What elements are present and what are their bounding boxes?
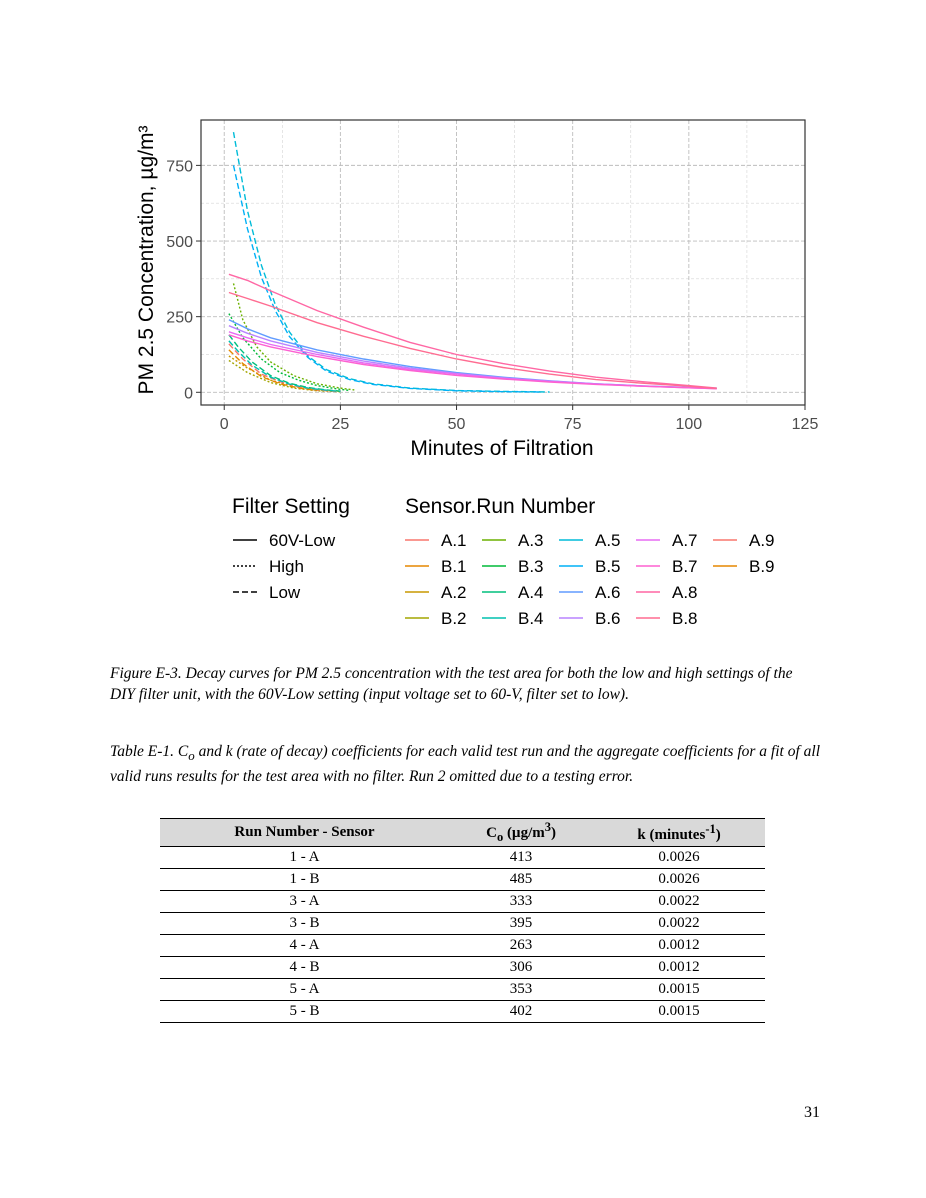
legend-color-label: A.3 <box>518 531 544 550</box>
legend-color-title: Sensor.Run Number <box>405 495 596 518</box>
legend-color-label: B.5 <box>595 557 621 576</box>
y-tick-label: 0 <box>184 385 193 403</box>
plot-area <box>201 120 805 405</box>
table-row <box>160 1001 765 1023</box>
header-k <box>593 819 765 847</box>
table-header-row <box>160 819 765 847</box>
table-row <box>160 891 765 913</box>
cell-run: 1 - B <box>160 869 449 891</box>
legend-color-label: B.2 <box>441 609 467 628</box>
y-tick-label: 250 <box>166 309 193 327</box>
page-number: 31 <box>804 1104 820 1121</box>
header-c0 <box>449 819 593 847</box>
legend-color-label: B.7 <box>672 557 698 576</box>
table-row <box>160 935 765 957</box>
cell-c0: 395 <box>449 913 593 935</box>
table-caption-rest: and k (rate of decay) coefficients for each valid test run and the aggregate coefficients for a fit of all valid runs results for the test area with no filter. Run 2 omitted due to a testing error. <box>110 743 821 786</box>
header-c0-sub: o <box>496 830 504 844</box>
table-caption-prefix: Table E-1. C <box>110 743 189 760</box>
x-tick-label: 100 <box>675 416 703 433</box>
x-axis-label: Minutes of Filtration <box>410 437 594 460</box>
cell-k: 0.0012 <box>593 935 765 957</box>
cell-k: 0.0015 <box>593 979 765 1001</box>
header-c0-prefix: C <box>486 825 497 841</box>
x-tick-label: 25 <box>331 416 350 433</box>
figure-caption: Figure E-3. Decay curves for PM 2.5 concentration with the test area for both the low and high settings of the DIY filter unit, with the 60V-Low setting (input voltage set to 60-V, filter set to low). <box>110 665 793 703</box>
table-caption-sub: o <box>188 748 195 764</box>
legend-color-label: A.9 <box>749 531 775 550</box>
legend-color-label: B.9 <box>749 557 775 576</box>
legend-color-label: B.1 <box>441 557 467 576</box>
cell-c0: 413 <box>449 847 593 869</box>
header-k-close: ) <box>715 826 721 843</box>
table-row <box>160 979 765 1001</box>
table-row <box>160 869 765 891</box>
x-tick-label: 0 <box>219 416 229 433</box>
legend-linetype-title: Filter Setting <box>232 495 350 518</box>
y-tick-label: 500 <box>166 234 193 252</box>
legend-linetype-label: Low <box>269 583 301 602</box>
cell-run: 4 - B <box>160 957 449 979</box>
x-tick-label: 75 <box>563 416 582 433</box>
table-row <box>160 913 765 935</box>
cell-run: 5 - B <box>160 1001 449 1023</box>
cell-run: 4 - A <box>160 935 449 957</box>
cell-k: 0.0026 <box>593 847 765 869</box>
legend-color-label: B.6 <box>595 609 621 628</box>
legend-linetype-label: 60V-Low <box>269 531 336 550</box>
legend-color-label: A.6 <box>595 583 621 602</box>
plot-background <box>201 120 805 405</box>
legend-color-label: A.7 <box>672 531 698 550</box>
cell-k: 0.0026 <box>593 869 765 891</box>
header-run-number: Run Number - Sensor <box>160 819 449 847</box>
table-caption <box>110 741 820 787</box>
cell-run: 3 - B <box>160 913 449 935</box>
header-c0-close: ) <box>551 825 556 841</box>
cell-c0: 306 <box>449 957 593 979</box>
cell-run: 3 - A <box>160 891 449 913</box>
cell-k: 0.0022 <box>593 913 765 935</box>
cell-k: 0.0022 <box>593 891 765 913</box>
y-tick-label: 750 <box>166 158 193 176</box>
legend-color-label: A.5 <box>595 531 621 550</box>
cell-k: 0.0015 <box>593 1001 765 1023</box>
header-k-sup: -1 <box>705 821 716 836</box>
legend-color-label: B.8 <box>672 609 698 628</box>
legend-color-label: B.3 <box>518 557 544 576</box>
header-c0-unit: (µg/m <box>503 825 545 841</box>
legend-color-label: A.2 <box>441 583 467 602</box>
legend-color-label: A.4 <box>518 583 544 602</box>
cell-run: 1 - A <box>160 847 449 869</box>
legend <box>233 531 775 628</box>
cell-c0: 333 <box>449 891 593 913</box>
table-row <box>160 847 765 869</box>
header-k-text: k (minutes <box>637 826 706 843</box>
x-tick-label: 50 <box>447 416 466 433</box>
header-c0-sup: 3 <box>544 820 551 834</box>
x-tick-label: 125 <box>791 416 819 433</box>
cell-c0: 353 <box>449 979 593 1001</box>
cell-c0: 485 <box>449 869 593 891</box>
legend-color-label: A.1 <box>441 531 467 550</box>
cell-c0: 263 <box>449 935 593 957</box>
y-axis-label: PM 2.5 Concentration, µg/m³ <box>135 125 158 395</box>
cell-c0: 402 <box>449 1001 593 1023</box>
coefficients-table <box>160 818 765 1023</box>
table-row <box>160 957 765 979</box>
cell-run: 5 - A <box>160 979 449 1001</box>
legend-color-label: A.8 <box>672 583 698 602</box>
cell-k: 0.0012 <box>593 957 765 979</box>
legend-color-label: B.4 <box>518 609 544 628</box>
legend-linetype-label: High <box>269 557 304 576</box>
